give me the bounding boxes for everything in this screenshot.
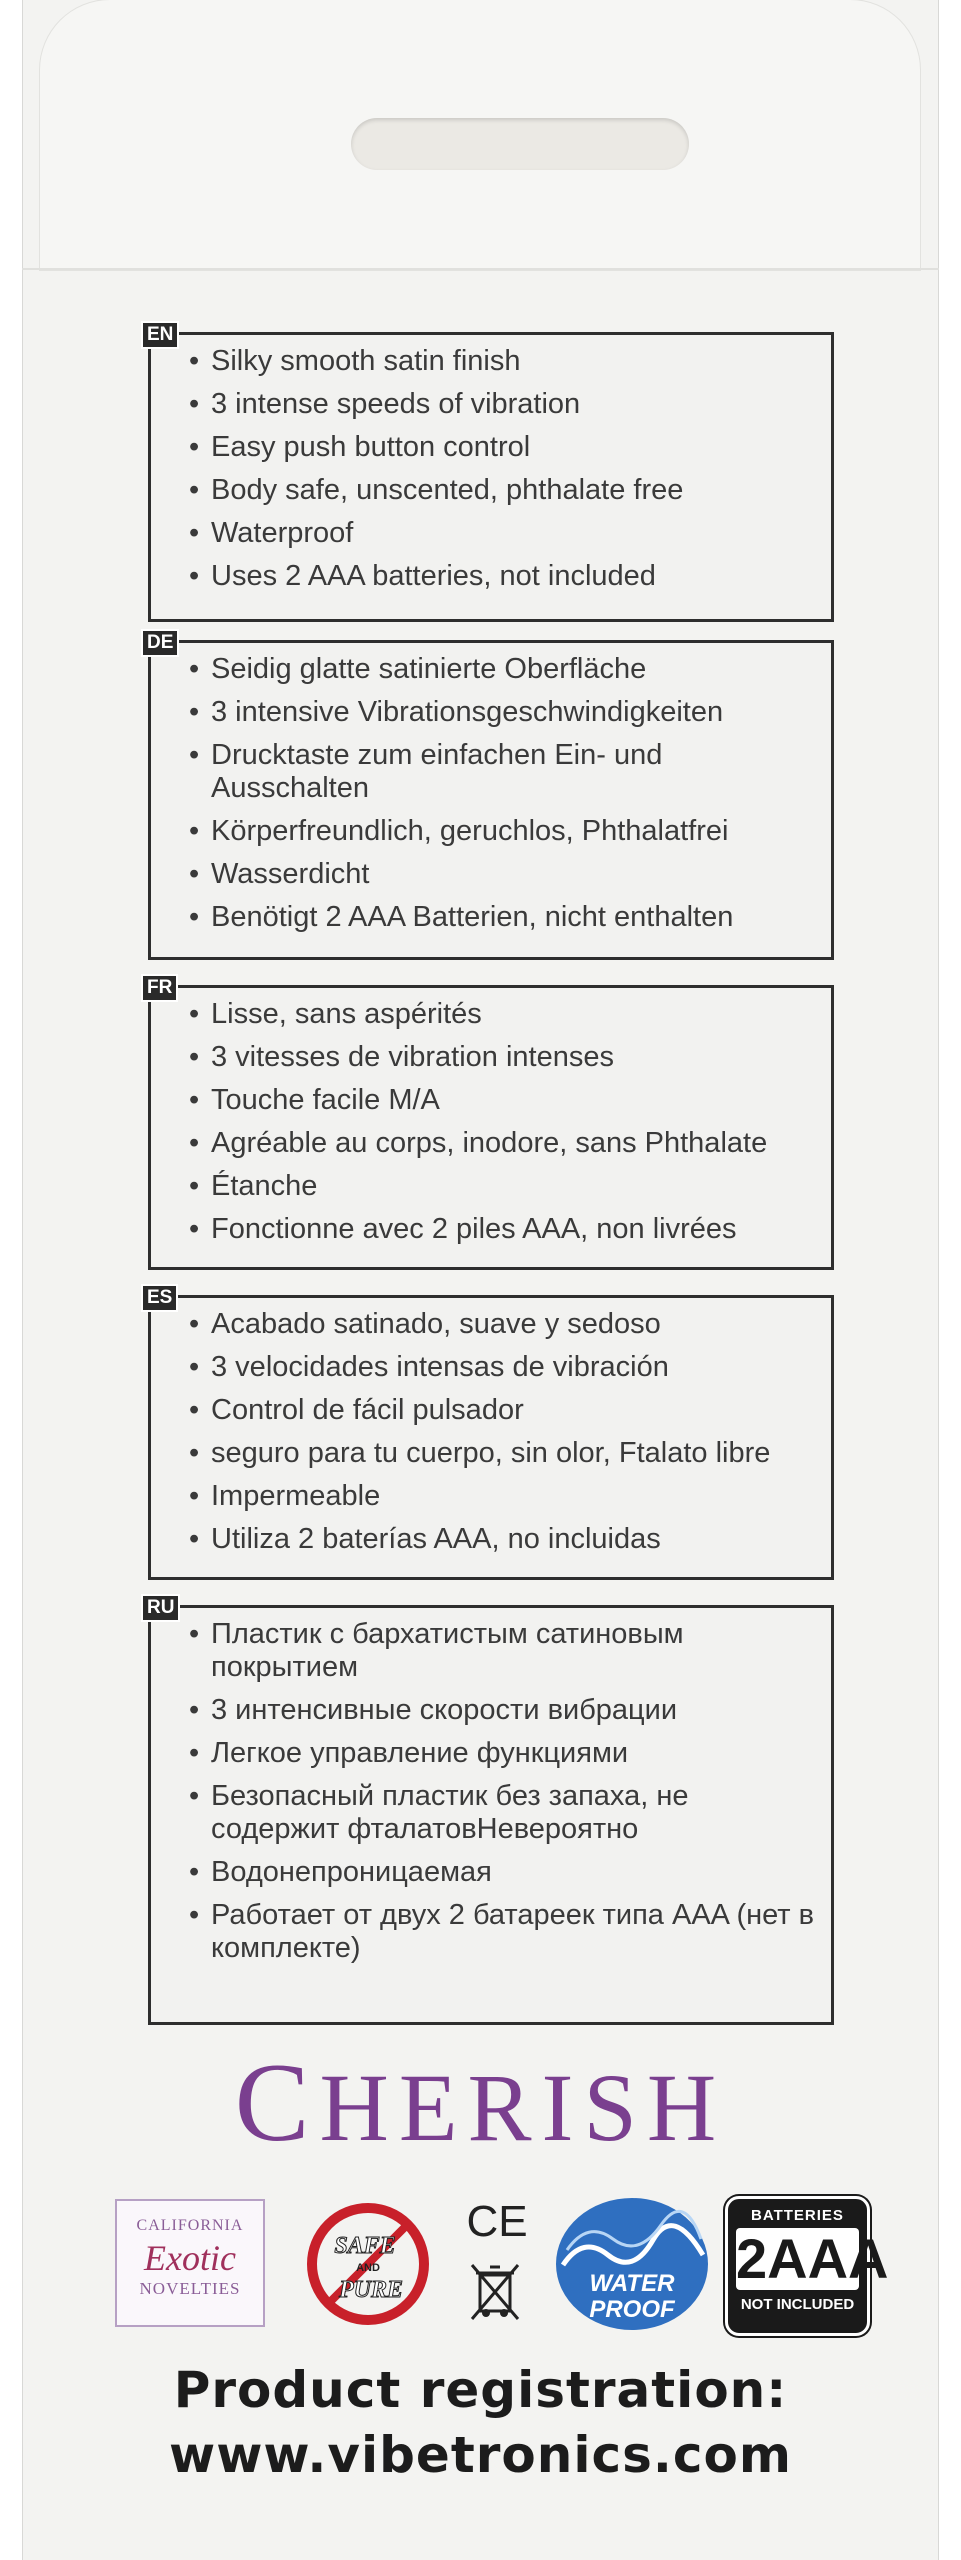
logo-text: SAFE bbox=[334, 2233, 396, 2259]
feature-list bbox=[189, 1618, 817, 1965]
feature-item: • 3 vitesses de vibration intenses bbox=[189, 1041, 817, 1074]
weee-bin-icon bbox=[466, 2261, 524, 2321]
brand-initial: C bbox=[234, 2041, 320, 2165]
feature-item: • Acabado satinado, suave y sedoso bbox=[189, 1308, 817, 1341]
feature-section-en bbox=[147, 324, 834, 622]
brand-rest: HERISH bbox=[319, 2054, 727, 2161]
language-tag: FR bbox=[141, 974, 178, 1002]
feature-item: • Touche facile M/A bbox=[189, 1084, 817, 1117]
feature-item: • seguro para tu cuerpo, sin olor, Ftalato libre bbox=[189, 1437, 817, 1470]
registration-line: Product registration: bbox=[173, 2361, 788, 2419]
feature-item: • Silky smooth satin finish bbox=[189, 345, 817, 378]
feature-item: • Uses 2 AAA batteries, not included bbox=[189, 560, 817, 593]
logo-text: WATER bbox=[589, 2270, 675, 2297]
logo-text: PURE bbox=[338, 2277, 404, 2303]
fold-line bbox=[22, 268, 939, 270]
logo-text: PROOF bbox=[589, 2296, 675, 2323]
logo-row bbox=[0, 2185, 961, 2345]
feature-item: • Benötigt 2 AAA Batterien, nicht enthalten bbox=[189, 901, 817, 934]
registration-url[interactable]: www.vibetronics.com bbox=[169, 2426, 792, 2484]
feature-item: • Impermeable bbox=[189, 1480, 817, 1513]
ce-mark: CE bbox=[466, 2197, 528, 2246]
feature-item: • Body safe, unscented, phthalate free bbox=[189, 474, 817, 507]
feature-item: • Водонепроницаемая bbox=[189, 1856, 817, 1889]
feature-section-ru bbox=[147, 1597, 834, 2025]
california-exotic-logo bbox=[115, 2199, 265, 2327]
feature-item: • Easy push button control bbox=[189, 431, 817, 464]
batteries-label: BATTERIES bbox=[751, 2207, 844, 2224]
feature-item: • Безопасный пластик без запаха, не содержит фталатовНевероятно bbox=[189, 1780, 817, 1846]
hang-tab bbox=[40, 0, 920, 270]
logo-text: AND bbox=[356, 2262, 380, 2274]
feature-item: • Работает от двух 2 батареек типа AAA (нет в комплекте) bbox=[189, 1899, 817, 1965]
feature-item: • Lisse, sans aspérités bbox=[189, 998, 817, 1031]
safe-and-pure-logo bbox=[305, 2201, 431, 2327]
feature-item: • 3 intense speeds of vibration bbox=[189, 388, 817, 421]
language-tag: EN bbox=[141, 321, 179, 349]
feature-item: • Пластик с бархатистым сатиновым покрытием bbox=[189, 1618, 817, 1684]
feature-list bbox=[189, 998, 817, 1246]
feature-item: • 3 velocidades intensas de vibración bbox=[189, 1351, 817, 1384]
batteries-badge bbox=[725, 2196, 889, 2336]
feature-list bbox=[189, 653, 817, 934]
logo-text: NOVELTIES bbox=[139, 2279, 241, 2298]
feature-item: • Control de fácil pulsador bbox=[189, 1394, 817, 1427]
logo-text: Exotic bbox=[144, 2238, 236, 2278]
feature-section-fr bbox=[147, 977, 834, 1270]
feature-list bbox=[189, 345, 817, 593]
brand-title bbox=[0, 2041, 961, 2165]
language-tag: ES bbox=[141, 1284, 178, 1312]
language-tag: RU bbox=[141, 1594, 180, 1622]
language-tag: DE bbox=[141, 629, 179, 657]
feature-item: • Fonctionne avec 2 piles AAA, non livrées bbox=[189, 1213, 817, 1246]
logo-text: CALIFORNIA bbox=[136, 2217, 244, 2234]
feature-item: • Легкое управление функциями bbox=[189, 1737, 817, 1770]
batteries-note: NOT INCLUDED bbox=[740, 2296, 855, 2313]
feature-item: • Waterproof bbox=[189, 517, 817, 550]
feature-item: • Étanche bbox=[189, 1170, 817, 1203]
waterproof-logo bbox=[553, 2195, 711, 2333]
feature-item: • 3 intensive Vibrationsgeschwindigkeiten bbox=[189, 696, 817, 729]
hang-hole bbox=[351, 118, 689, 170]
feature-item: • Drucktaste zum einfachen Ein- und Ausschalten bbox=[189, 739, 817, 805]
feature-item: • 3 интенсивные скорости вибрации bbox=[189, 1694, 817, 1727]
feature-list bbox=[189, 1308, 817, 1556]
feature-item: • Agréable au corps, inodore, sans Phthalate bbox=[189, 1127, 817, 1160]
feature-item: • Utiliza 2 baterías AAA, no incluidas bbox=[189, 1523, 817, 1556]
feature-item: • Wasserdicht bbox=[189, 858, 817, 891]
feature-item: • Körperfreundlich, geruchlos, Phthalatfrei bbox=[189, 815, 817, 848]
batteries-count: 2AAA bbox=[736, 2227, 889, 2290]
feature-section-de bbox=[147, 632, 834, 960]
feature-section-es bbox=[147, 1287, 834, 1580]
feature-item: • Seidig glatte satinierte Oberfläche bbox=[189, 653, 817, 686]
